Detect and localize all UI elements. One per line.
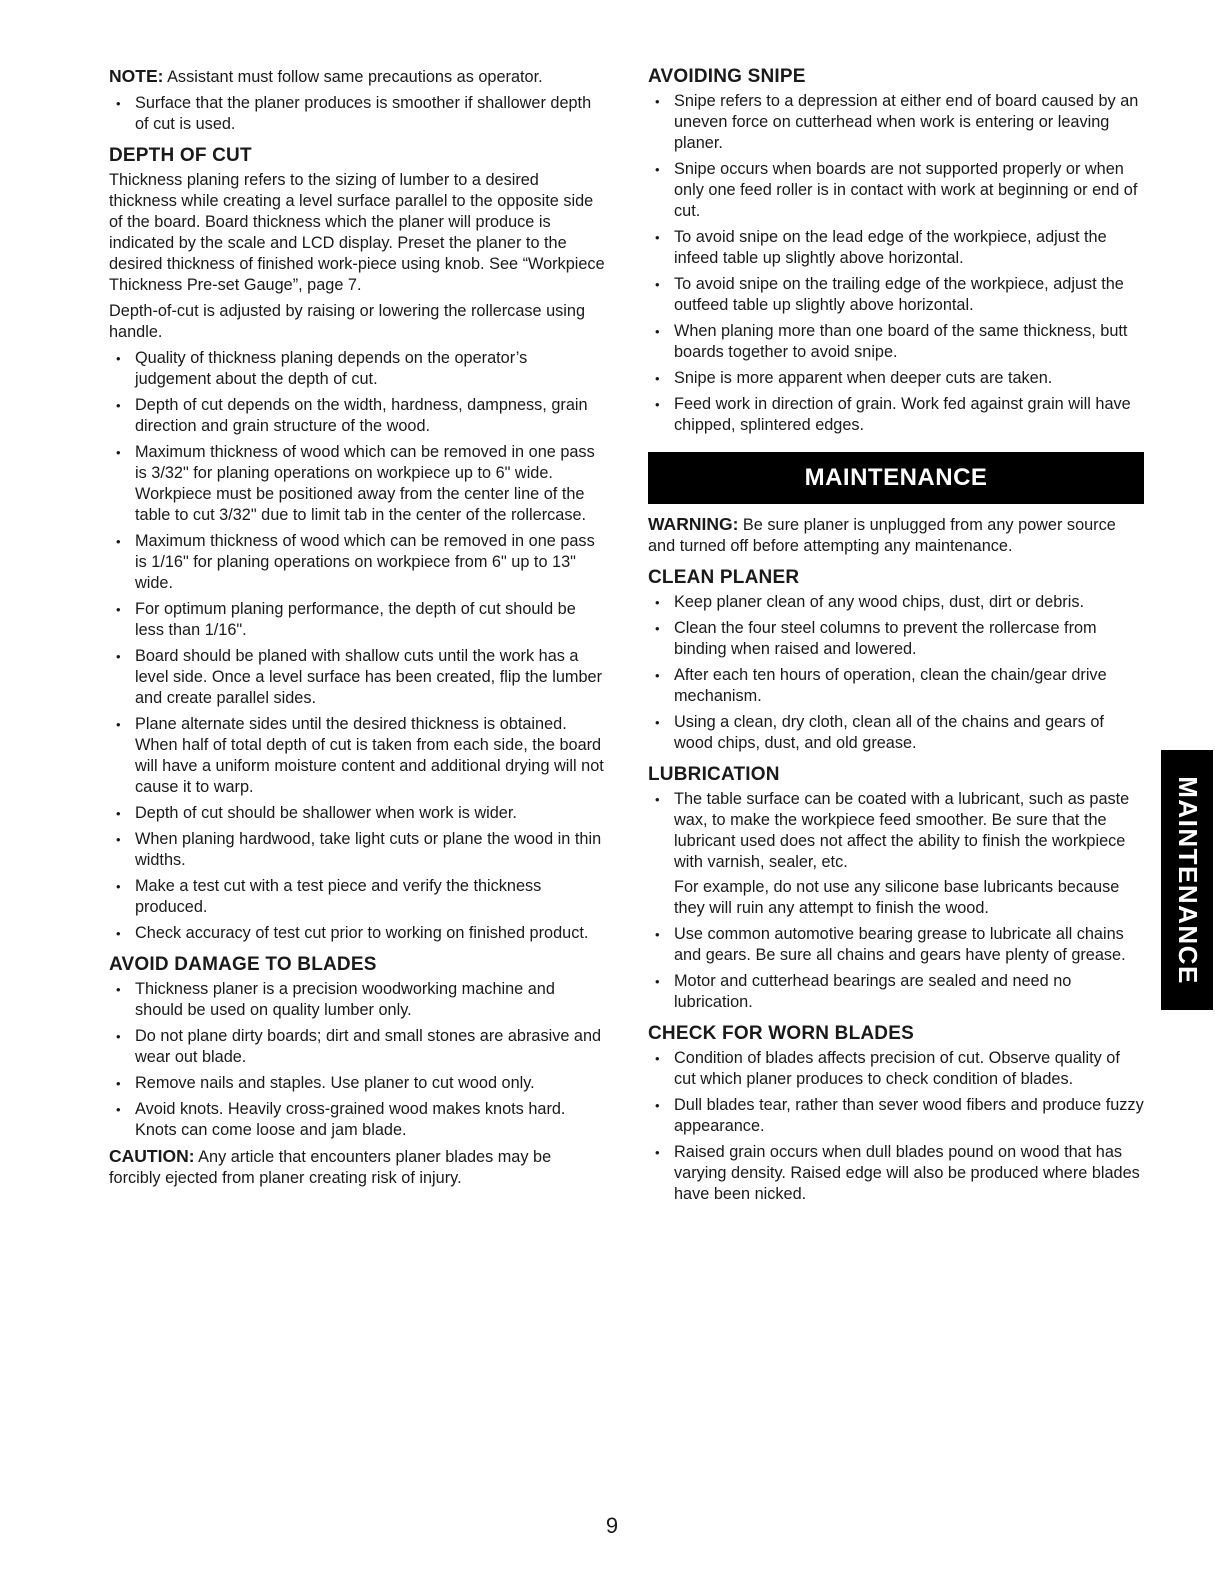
body-paragraph: Depth-of-cut is adjusted by raising or lowering the rollercase using handle. bbox=[109, 302, 586, 341]
list-item: • Check accuracy of test cut prior to working on finished product. bbox=[109, 923, 605, 944]
list-item: • Remove nails and staples. Use planer to cut wood only. bbox=[109, 1073, 605, 1094]
list-item: • Make a test cut with a test piece and verify the thickness produced. bbox=[109, 876, 605, 918]
left-column bbox=[109, 66, 605, 1194]
avoiding-snipe-heading: AVOIDING SNIPE bbox=[648, 66, 806, 87]
lubrication-bullet-continued: For example, do not use any silicone base lubricants because they will ruin any attempt to finish the wood. bbox=[674, 878, 1120, 917]
list-item: • Maximum thickness of wood which can be removed in one pass is 3/32" for planing operations on workpiece up to 6" wide. Workpiece must be positioned away from the center line of the table to cut 3/32" due to limit tab in the center of the rollercase. bbox=[109, 442, 605, 526]
list-item: • Feed work in direction of grain. Work fed against grain will have chipped, splintered edges. bbox=[648, 394, 1144, 436]
caution-label: CAUTION: bbox=[109, 1146, 195, 1166]
side-tab-label: MAINTENANCE bbox=[1172, 775, 1203, 985]
note-paragraph bbox=[109, 66, 605, 88]
list-item: • Snipe occurs when boards are not supported properly or when only one feed roller is in contact with work at beginning or end of cut. bbox=[648, 159, 1144, 222]
list-item: • Depth of cut depends on the width, hardness, dampness, grain direction and grain structure of the wood. bbox=[109, 395, 605, 437]
lubrication-bullet-text: The table surface can be coated with a lubricant, such as paste wax, to make the workpiece feed smoother. Be sure that the lubricant used does not affect the ability to finish the workpiece with varnish, sealer, etc. bbox=[674, 790, 1130, 871]
maintenance-banner: MAINTENANCE bbox=[648, 452, 1144, 504]
list-item: • Raised grain occurs when dull blades pound on wood that has varying density. Raised edge will also be produced where blades have been nicked. bbox=[648, 1142, 1144, 1205]
list-item: • Board should be planed with shallow cuts until the work has a level side. Once a level surface has been created, flip the lumber and create parallel sides. bbox=[109, 646, 605, 709]
list-item: • Snipe refers to a depression at either end of board caused by an uneven force on cutterhead when work is entering or leaving planer. bbox=[648, 91, 1144, 154]
depth-of-cut-heading: DEPTH OF CUT bbox=[109, 145, 252, 166]
list-item: • Use common automotive bearing grease to lubricate all chains and gears. Be sure all chains and gears have plenty of grease. bbox=[648, 924, 1144, 966]
list-item bbox=[648, 789, 1144, 919]
warning-paragraph bbox=[648, 514, 1144, 557]
list-item: • Plane alternate sides until the desired thickness is obtained. When half of total depth of cut is taken from each side, the board will have a uniform moisture content and additional drying will not cause it to warp. bbox=[109, 714, 605, 798]
list-item: • Keep planer clean of any wood chips, dust, dirt or debris. bbox=[648, 592, 1144, 613]
check-blades-heading: CHECK FOR WORN BLADES bbox=[648, 1023, 914, 1044]
list-item: • To avoid snipe on the trailing edge of the workpiece, adjust the outfeed table up slightly above horizontal. bbox=[648, 274, 1144, 316]
list-item: • Maximum thickness of wood which can be removed in one pass is 1/16" for planing operations on workpiece from 6" up to 13" wide. bbox=[109, 531, 605, 594]
lubrication-bullet-list bbox=[648, 789, 1144, 1013]
list-item: • Clean the four steel columns to prevent the rollercase from binding when raised and lowered. bbox=[648, 618, 1144, 660]
list-item: • Snipe is more apparent when deeper cuts are taken. bbox=[648, 368, 1144, 389]
list-item: • When planing hardwood, take light cuts or plane the wood in thin widths. bbox=[109, 829, 605, 871]
list-item: • Thickness planer is a precision woodworking machine and should be used on quality lumber only. bbox=[109, 979, 605, 1021]
maintenance-side-tab bbox=[1161, 750, 1213, 1010]
body-paragraph: Thickness planing refers to the sizing of lumber to a desired thickness while creating a level surface parallel to the opposite side of the board. Board thickness which the planer will produce is indicated by the scale and LCD display. Preset the planer to the desired thickness of finished work-piece using knob. See “Workpiece Thickness Pre-set Gauge”, page 7. bbox=[109, 171, 605, 294]
lubrication-heading: LUBRICATION bbox=[648, 764, 780, 785]
clean-planer-bullet-list bbox=[648, 592, 1144, 754]
avoid-damage-bullet-list bbox=[109, 979, 605, 1141]
clean-planer-heading: CLEAN PLANER bbox=[648, 567, 800, 588]
note-text: Assistant must follow same precautions as operator. bbox=[163, 68, 543, 86]
list-item: • Surface that the planer produces is smoother if shallower depth of cut is used. bbox=[109, 93, 605, 135]
avoiding-snipe-bullet-list bbox=[648, 91, 1144, 436]
list-item: • For optimum planing performance, the depth of cut should be less than 1/16". bbox=[109, 599, 605, 641]
list-item: • When planing more than one board of the same thickness, butt boards together to avoid snipe. bbox=[648, 321, 1144, 363]
list-item: • Motor and cutterhead bearings are sealed and need no lubrication. bbox=[648, 971, 1144, 1013]
right-column bbox=[648, 66, 1144, 1210]
caution-text: Any article that encounters planer blades may be forcibly ejected from planer creating risk of injury. bbox=[109, 1148, 552, 1187]
warning-text: Be sure planer is unplugged from any power source and turned off before attempting any maintenance. bbox=[648, 516, 1116, 555]
depth-of-cut-bullet-list bbox=[109, 348, 605, 944]
caution-paragraph bbox=[109, 1146, 605, 1189]
list-item: • Dull blades tear, rather than sever wood fibers and produce fuzzy appearance. bbox=[648, 1095, 1144, 1137]
warning-label: WARNING: bbox=[648, 514, 739, 534]
check-blades-bullet-list bbox=[648, 1048, 1144, 1205]
note-label: NOTE: bbox=[109, 66, 164, 86]
list-item: • Using a clean, dry cloth, clean all of the chains and gears of wood chips, dust, and old grease. bbox=[648, 712, 1144, 754]
list-item: • After each ten hours of operation, clean the chain/gear drive mechanism. bbox=[648, 665, 1144, 707]
list-item: • Condition of blades affects precision of cut. Observe quality of cut which planer produces to check condition of blades. bbox=[648, 1048, 1144, 1090]
list-item: • To avoid snipe on the lead edge of the workpiece, adjust the infeed table up slightly above horizontal. bbox=[648, 227, 1144, 269]
list-item: • Avoid knots. Heavily cross-grained wood makes knots hard. Knots can come loose and jam blade. bbox=[109, 1099, 605, 1141]
avoid-damage-heading: AVOID DAMAGE TO BLADES bbox=[109, 954, 377, 975]
note-bullet-list bbox=[109, 93, 605, 135]
list-item: • Depth of cut should be shallower when work is wider. bbox=[109, 803, 605, 824]
list-item: • Do not plane dirty boards; dirt and small stones are abrasive and wear out blade. bbox=[109, 1026, 605, 1068]
list-item: • Quality of thickness planing depends on the operator’s judgement about the depth of cut. bbox=[109, 348, 605, 390]
page-number: 9 bbox=[605, 1513, 619, 1538]
